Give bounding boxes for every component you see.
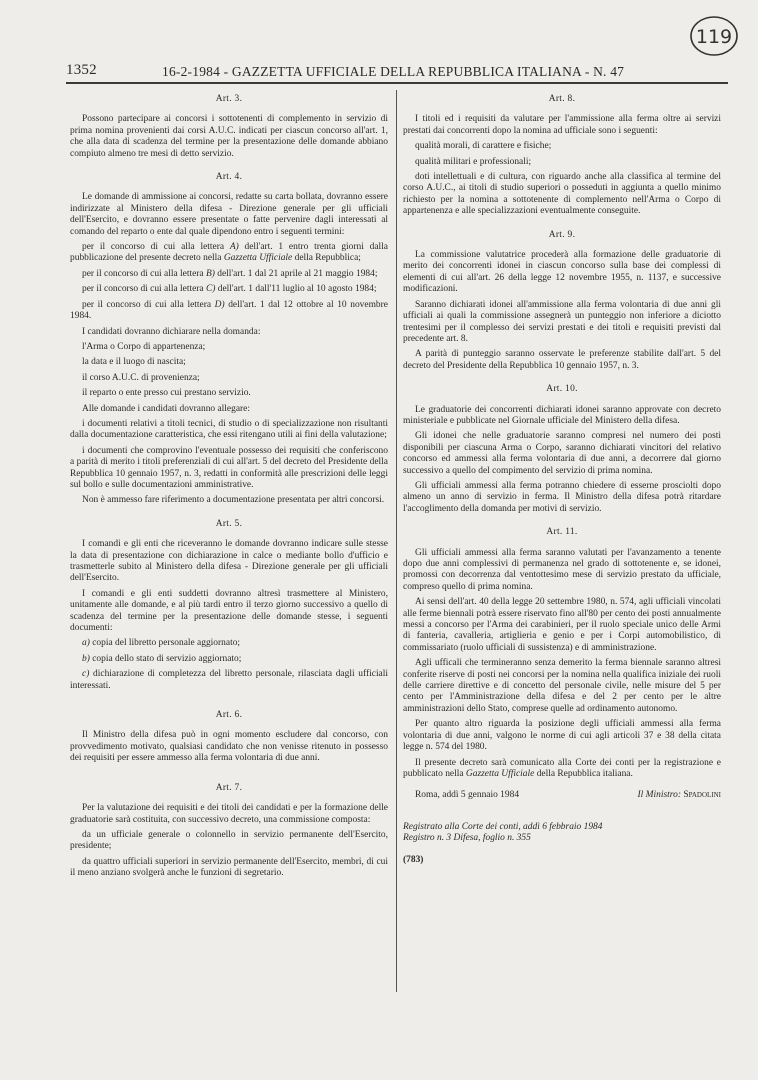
article-4-term-b: per il concorso di cui alla lettera B) dell'art. 1 dal 21 aprile al 21 maggio 1984;: [82, 268, 378, 279]
place-date: Roma, addì 5 gennaio 1984: [415, 790, 520, 801]
article-8-item: qualità morali, di carattere e fisiche;: [415, 141, 552, 152]
header-title: 16-2-1984 - GAZZETTA UFFICIALE DELLA REPUBBLICA ITALIANA - N. 47: [162, 64, 625, 79]
signature-line: [403, 790, 721, 801]
page-number: 1352: [66, 62, 97, 78]
article-8-item: doti intellettuali e di cultura, con riguardo anche alla classifica al termine del corso A.U.C., ai titoli di studio superiori o posseduti in aggiunta a quello minimo richiesto per la nomina a sottotenente di complemento nell'Arma o Corpo di appartenenza e alle specializzazioni eventualmente conseguite.: [403, 172, 721, 217]
article-5-paragraph: I comandi e gli enti che riceveranno le domande dovranno indicare sulle stesse la data di presentazione con dichiarazione in calce o mediante bollo d'ufficio e trasmetterle subito al Ministero della difesa - Direzione generale per gli ufficiali dell'Esercito.: [70, 539, 388, 584]
article-4-attach-item: i documenti che comprovino l'eventuale possesso dei requisiti che conferiscono a parità di merito i titoli preferenziali di cui all'art. 5 del decreto del Presidente della Repubblica 10 gennaio 1957, n. 3, redatti in conformità alle prescrizioni delle leggi sul bollo e sulle documentazioni amministrative.: [70, 445, 388, 490]
article-9-paragraph: La commissione valutatrice procederà alla formazione delle graduatorie di merito dei concorrenti idonei in ciascun concorso sulla base dei complessi di elementi di cui all'art. 26 della legge 12 novembre 1955, n. 1137, e successive modificazioni.: [403, 250, 721, 295]
column-divider: [396, 90, 397, 992]
right-column: [403, 94, 721, 870]
article-11-paragraph: Agli ufficali che termineranno senza demerito la ferma biennale saranno altresì conferite riserve di posti nei concorsi per la nomina nella qualifica iniziale dei ruoli delle carriere direttive e di concetto del personale civile, nelle misure del 5 per cento per l'Amministrazione della difesa e del 2 per cento per le altre amministrazioni dello Stato, comprese quelle ad ordinamento autonomo.: [403, 658, 721, 714]
article-9-paragraph: A parità di punteggio saranno osservate le preferenze stabilite dall'art. 5 del decreto del Presidente della Repubblica 10 gennaio 1957, n. 3.: [403, 349, 721, 371]
article-4-paragraph: Le domande di ammissione ai concorsi, redatte su carta bollata, dovranno essere indirizzate al Ministero della difesa - Direzione generale per gli ufficiali dell'Esercito, e dovranno essere presentate o fatte pervenire dagli interessati al comando del reparto o ente dal quale dipendono entro i seguenti termini:: [70, 192, 388, 237]
article-4-declare-item: la data e il luogo di nascita;: [82, 357, 186, 368]
article-5-doc-a: a) copia del libretto personale aggiornato;: [82, 638, 241, 649]
article-4-term-d: per il concorso di cui alla lettera D) dell'art. 1 dal 12 ottobre al 10 novembre 1984.: [70, 299, 388, 322]
article-7-member: da quattro ufficiali superiori in servizio permanente dell'Esercito, membri, di cui il meno anziano svolgerà anche le funzioni di segretario.: [70, 856, 388, 879]
article-6-paragraph: Il Ministro della difesa può in ogni momento escludere dal concorso, con provvedimento motivato, qualsiasi candidato che non venisse ritenuto in possesso dei requisiti per essere ammesso alla ferma volontaria di due anni.: [70, 730, 388, 764]
article-7-member: da un ufficiale generale o colonnello in servizio permanente dell'Esercito, presidente;: [70, 829, 388, 852]
article-10-heading: Art. 10.: [546, 384, 578, 395]
page-header: [66, 62, 726, 84]
left-column: [70, 94, 388, 884]
stamp-number: 119: [695, 26, 733, 48]
article-4-declare-item: il reparto o ente presso cui prestano servizio.: [82, 388, 251, 399]
article-4-declare: I candidati dovranno dichiarare nella domanda:: [82, 326, 261, 337]
header-rule: [66, 82, 728, 84]
article-4-heading: Art. 4.: [215, 172, 243, 183]
article-4-attach: Alle domande i candidati dovranno allegare:: [82, 403, 250, 414]
article-4-note: Non è ammesso fare riferimento a documentazione presentata per altri concorsi.: [82, 495, 385, 506]
article-5-paragraph: I comandi e gli enti suddetti dovranno altresì trasmettere al Ministero, unitamente alle domande, e al più tardi entro il terzo giorno successivo a quello di scadenza del termine per la presentazione delle domande stesse, i seguenti documenti:: [70, 588, 388, 634]
handwritten-stamp: [689, 14, 739, 58]
article-4-term-a: per il concorso di cui alla lettera A) dell'art. 1 entro trenta giorni dalla pubblicazione del presente decreto nella Gazzetta Ufficiale della Repubblica;: [70, 242, 388, 264]
article-10-paragraph: Gli idonei che nelle graduatorie saranno compresi nel numero dei posti disponibili per ciascuna Arma o Corpo, saranno dichiarati vincitori del relativo concorso ed ammessi alla ferma volontaria di due anni, a decorrere dal giorno successivo a quello del compimento del servizio di prima nomina.: [403, 431, 721, 476]
article-8-item: qualità militari e professionali;: [415, 156, 532, 167]
minister-signature: Il Ministro: Spadolini: [637, 790, 721, 801]
article-6-heading: Art. 6.: [215, 710, 243, 721]
article-11-paragraph: Ai sensi dell'art. 40 della legge 20 settembre 1980, n. 574, agli ufficiali vincolati alle ferme biennali potrà essere riservato fino all'80 per cento dei posti annualmente messi a concorso per l'Arma dei carabinieri, per il ruolo speciale unico delle Armi di fanteria, cavalleria, artiglieria e genio e per i Corpi automobilistico, di commissariato (ruolo ufficiali di sussistenza) e di amministrazione.: [403, 597, 721, 653]
article-9-heading: Art. 9.: [548, 229, 576, 240]
article-11-heading: Art. 11.: [546, 527, 578, 538]
article-3-paragraph: Possono partecipare ai concorsi i sottotenenti di complemento in servizio di prima nomina provenienti dai corsi A.U.C. indicati per ciascun concorso all'art. 1, che alla data di scadenza del termine per la presentazione delle domande abbiano compiuto almeno tre mesi di detto servizio.: [70, 114, 388, 159]
article-5-doc-b: b) copia dello stato di servizio aggiornato;: [82, 653, 242, 664]
article-11-paragraph: Gli ufficiali ammessi alla ferma saranno valutati per l'avanzamento a tenente dopo due anni complessivi di permanenza nel grado di sottotenente e, se idonei, promossi con decorrenza dal ventottesimo mese di servizio prestato da ufficiale, compreso quello di prima nomina.: [403, 547, 721, 592]
article-11-paragraph: Per quanto altro riguarda la posizione degli ufficiali ammessi alla ferma volontaria di due anni, valgono le norme di cui agli articoli 37 e 38 della citata legge n. 574 del 1980.: [403, 719, 721, 753]
article-11-paragraph: Il presente decreto sarà comunicato alla Corte dei conti per la registrazione e pubblicato nella Gazzetta Ufficiale della Repubblica italiana.: [403, 757, 721, 779]
article-9-paragraph: Saranno dichiarati idonei all'ammissione alla ferma volontaria di due anni gli ufficiali ai quali la commissione assegnerà un punteggio non inferiore a diciotto trentesimi per il complesso dei servizi prestati e dei titoli e requisiti previsti dal precedente art. 8.: [403, 299, 721, 344]
article-4-declare-item: il corso A.U.C. di provenienza;: [82, 372, 200, 383]
article-8-paragraph: I titoli ed i requisiti da valutare per l'ammissione alla ferma oltre ai servizi prestati dai concorrenti dopo la nomina ad ufficiale sono i seguenti:: [403, 114, 721, 136]
registration-line: Registrato alla Corte dei conti, addì 6 febbraio 1984: [403, 821, 603, 832]
article-5-heading: Art. 5.: [215, 518, 243, 529]
registration-folio: Registro n. 3 Difesa, foglio n. 355: [403, 833, 531, 844]
article-10-paragraph: Gli ufficiali ammessi alla ferma potranno chiedere di esserne prosciolti dopo almeno un anno di servizio in ferma. Il Ministro della difesa potrà ritardare l'accoglimento della domanda per motivi di servizio.: [403, 480, 721, 514]
article-8-heading: Art. 8.: [548, 94, 576, 104]
article-7-paragraph: Per la valutazione dei requisiti e dei titoli dei candidati e per la formazione delle graduatorie sarà costituita, con successivo decreto, una commissione composta:: [70, 803, 388, 825]
article-5-doc-c: c) dichiarazione di completezza del libretto personale, rilasciata dagli ufficiali interessati.: [70, 669, 388, 691]
publication-code: (783): [403, 854, 424, 865]
article-3-heading: Art. 3.: [215, 94, 243, 104]
article-7-heading: Art. 7.: [215, 782, 243, 793]
article-4-term-c: per il concorso di cui alla lettera C) dell'art. 1 dall'11 luglio al 10 agosto 1984;: [82, 284, 377, 295]
article-4-declare-item: l'Arma o Corpo di appartenenza;: [82, 341, 206, 352]
article-4-attach-item: i documenti relativi a titoli tecnici, di studio o di specializzazione non risultanti dalla documentazione caratteristica, che essi ritengano utili ai fini della valutazione;: [70, 418, 388, 441]
article-10-paragraph: Le graduatorie dei concorrenti dichiarati idonei saranno approvate con decreto ministeriale e pubblicate nel Giornale ufficiale del Ministero della difesa.: [403, 404, 721, 426]
